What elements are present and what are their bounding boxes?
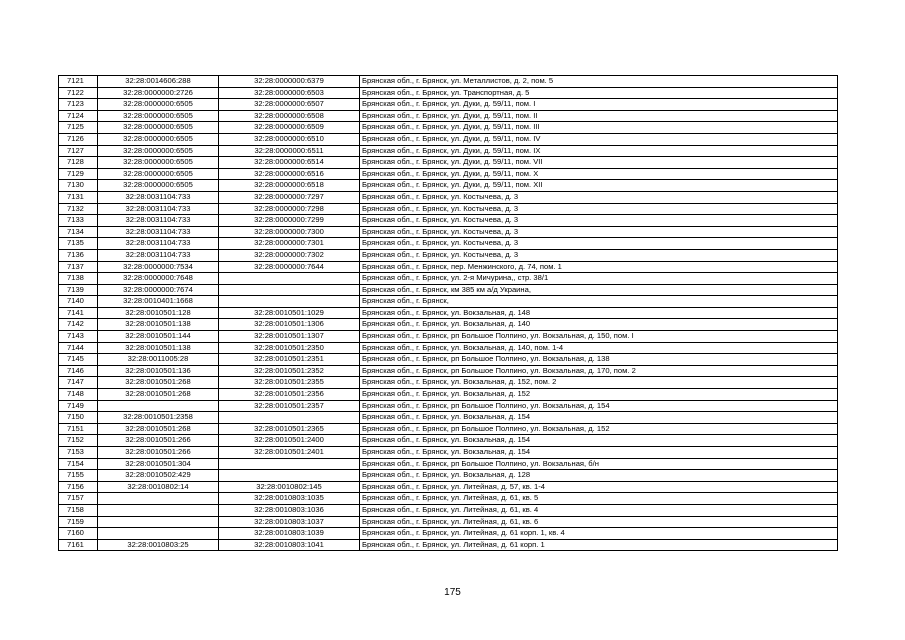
cadastral-number-cell: 32:28:0010803:1035 [219, 493, 360, 505]
cadastral-number-cell: 32:28:0000000:6510 [219, 133, 360, 145]
cadastral-number-cell: 32:28:0000000:6507 [219, 99, 360, 111]
row-number-cell: 7156 [59, 481, 98, 493]
row-number-cell: 7123 [59, 99, 98, 111]
cadastral-number-cell: 32:28:0010803:1039 [219, 528, 360, 540]
parent-cadastral-number-cell: 32:28:0010502:429 [98, 470, 219, 482]
cadastral-number-cell: 32:28:0000000:6508 [219, 110, 360, 122]
row-number-cell: 7134 [59, 226, 98, 238]
row-number-cell: 7146 [59, 365, 98, 377]
address-cell: Брянская обл., г. Брянск, ул. Дуки, д. 59/11, пом. XII [360, 180, 838, 192]
cadastral-number-cell: 32:28:0010501:2401 [219, 447, 360, 459]
cadastral-number-cell [219, 412, 360, 424]
address-cell: Брянская обл., г. Брянск, ул. Транспортная, д. 5 [360, 87, 838, 99]
cadastral-number-cell: 32:28:0010501:2365 [219, 423, 360, 435]
cadastral-number-cell: 32:28:0010803:1036 [219, 504, 360, 516]
parent-cadastral-number-cell: 32:28:0010501:144 [98, 331, 219, 343]
cadastral-number-cell: 32:28:0010803:1041 [219, 539, 360, 551]
address-cell: Брянская обл., г. Брянск, ул. Вокзальная, д. 140 [360, 319, 838, 331]
cadastral-number-cell: 32:28:0010501:1307 [219, 331, 360, 343]
row-number-cell: 7138 [59, 273, 98, 285]
address-cell: Брянская обл., г. Брянск, ул. Вокзальная, д. 152, пом. 2 [360, 377, 838, 389]
cadastral-number-cell: 32:28:0010501:2350 [219, 342, 360, 354]
parent-cadastral-number-cell: 32:28:0010803:25 [98, 539, 219, 551]
cadastral-number-cell: 32:28:0010501:2351 [219, 354, 360, 366]
row-number-cell: 7135 [59, 238, 98, 250]
row-number-cell: 7154 [59, 458, 98, 470]
parent-cadastral-number-cell [98, 528, 219, 540]
cadastral-number-cell: 32:28:0010501:2356 [219, 389, 360, 401]
parent-cadastral-number-cell: 32:28:0010401:1668 [98, 296, 219, 308]
cadastral-table [58, 75, 838, 551]
cadastral-number-cell: 32:28:0000000:6509 [219, 122, 360, 134]
row-number-cell: 7158 [59, 504, 98, 516]
cadastral-number-cell [219, 273, 360, 285]
table-row [59, 470, 838, 482]
table-row [59, 389, 838, 401]
table-row [59, 191, 838, 203]
address-cell: Брянская обл., г. Брянск, ул. Вокзальная, д. 154 [360, 447, 838, 459]
parent-cadastral-number-cell [98, 504, 219, 516]
cadastral-number-cell: 32:28:0000000:6518 [219, 180, 360, 192]
cadastral-number-cell: 32:28:0000000:6503 [219, 87, 360, 99]
parent-cadastral-number-cell: 32:28:0000000:6505 [98, 133, 219, 145]
address-cell: Брянская обл., г. Брянск, ул. Вокзальная, д. 152 [360, 389, 838, 401]
cadastral-number-cell: 32:28:0010501:2400 [219, 435, 360, 447]
address-cell: Брянская обл., г. Брянск, ул. Литейная, д. 61 корп. 1, кв. 4 [360, 528, 838, 540]
parent-cadastral-number-cell: 32:28:0000000:2726 [98, 87, 219, 99]
row-number-cell: 7152 [59, 435, 98, 447]
parent-cadastral-number-cell: 32:28:0010501:128 [98, 307, 219, 319]
parent-cadastral-number-cell: 32:28:0014606:288 [98, 76, 219, 88]
row-number-cell: 7145 [59, 354, 98, 366]
address-cell: Брянская обл., г. Брянск, ул. Литейная, д. 61, кв. 4 [360, 504, 838, 516]
parent-cadastral-number-cell: 32:28:0010501:136 [98, 365, 219, 377]
address-cell: Брянская обл., г. Брянск, [360, 296, 838, 308]
parent-cadastral-number-cell: 32:28:0000000:7648 [98, 273, 219, 285]
address-cell: Брянская обл., г. Брянск, ул. Металлистов, д. 2, пом. 5 [360, 76, 838, 88]
row-number-cell: 7155 [59, 470, 98, 482]
table-row [59, 400, 838, 412]
row-number-cell: 7136 [59, 249, 98, 261]
parent-cadastral-number-cell: 32:28:0031104:733 [98, 226, 219, 238]
table-row [59, 342, 838, 354]
parent-cadastral-number-cell: 32:28:0000000:7674 [98, 284, 219, 296]
row-number-cell: 7161 [59, 539, 98, 551]
parent-cadastral-number-cell [98, 400, 219, 412]
table-row [59, 331, 838, 343]
address-cell: Брянская обл., г. Брянск, ул. Дуки, д. 59/11, пом. III [360, 122, 838, 134]
table-row [59, 238, 838, 250]
cadastral-number-cell: 32:28:0000000:6379 [219, 76, 360, 88]
table-row [59, 249, 838, 261]
table-row [59, 365, 838, 377]
cadastral-number-cell: 32:28:0000000:6516 [219, 168, 360, 180]
address-cell: Брянская обл., г. Брянск, рп Большое Полпино, ул. Вокзальная, д. 170, пом. 2 [360, 365, 838, 377]
row-number-cell: 7144 [59, 342, 98, 354]
row-number-cell: 7131 [59, 191, 98, 203]
cadastral-number-cell: 32:28:0000000:6511 [219, 145, 360, 157]
parent-cadastral-number-cell: 32:28:0031104:733 [98, 238, 219, 250]
table-row [59, 458, 838, 470]
cadastral-number-cell [219, 458, 360, 470]
parent-cadastral-number-cell: 32:28:0010501:138 [98, 319, 219, 331]
address-cell: Брянская обл., г. Брянск, рп Большое Полпино, ул. Вокзальная, д. 152 [360, 423, 838, 435]
address-cell: Брянская обл., г. Брянск, ул. Литейная, д. 61, кв. 5 [360, 493, 838, 505]
address-cell: Брянская обл., г. Брянск, ул. 2-я Мичурина,, стр. 38/1 [360, 273, 838, 285]
table-row [59, 539, 838, 551]
cadastral-number-cell: 32:28:0010501:2352 [219, 365, 360, 377]
parent-cadastral-number-cell: 32:28:0000000:6505 [98, 110, 219, 122]
cadastral-number-cell: 32:28:0000000:7300 [219, 226, 360, 238]
table-row [59, 481, 838, 493]
row-number-cell: 7143 [59, 331, 98, 343]
cadastral-number-cell: 32:28:0010802:145 [219, 481, 360, 493]
row-number-cell: 7126 [59, 133, 98, 145]
cadastral-number-cell: 32:28:0000000:7644 [219, 261, 360, 273]
address-cell: Брянская обл., г. Брянск, ул. Костычева, д. 3 [360, 238, 838, 250]
address-cell: Брянская обл., г. Брянск, рп Большое Полпино, ул. Вокзальная, д. 154 [360, 400, 838, 412]
cadastral-number-cell: 32:28:0010501:1306 [219, 319, 360, 331]
cadastral-number-cell: 32:28:0000000:7298 [219, 203, 360, 215]
cadastral-number-cell [219, 470, 360, 482]
row-number-cell: 7128 [59, 157, 98, 169]
row-number-cell: 7147 [59, 377, 98, 389]
cadastral-number-cell: 32:28:0000000:7301 [219, 238, 360, 250]
row-number-cell: 7122 [59, 87, 98, 99]
row-number-cell: 7141 [59, 307, 98, 319]
address-cell: Брянская обл., г. Брянск, ул. Дуки, д. 59/11, пом. X [360, 168, 838, 180]
table-row [59, 307, 838, 319]
row-number-cell: 7129 [59, 168, 98, 180]
parent-cadastral-number-cell: 32:28:0010501:266 [98, 435, 219, 447]
address-cell: Брянская обл., г. Брянск, ул. Вокзальная, д. 154 [360, 412, 838, 424]
table-row [59, 296, 838, 308]
address-cell: Брянская обл., г. Брянск, ул. Костычева, д. 3 [360, 249, 838, 261]
parent-cadastral-number-cell: 32:28:0031104:733 [98, 203, 219, 215]
table-row [59, 168, 838, 180]
cadastral-number-cell [219, 296, 360, 308]
address-cell: Брянская обл., г. Брянск, рп Большое Полпино, ул. Вокзальная, б/н [360, 458, 838, 470]
parent-cadastral-number-cell: 32:28:0010501:2358 [98, 412, 219, 424]
table-row [59, 319, 838, 331]
row-number-cell: 7148 [59, 389, 98, 401]
row-number-cell: 7142 [59, 319, 98, 331]
row-number-cell: 7137 [59, 261, 98, 273]
parent-cadastral-number-cell: 32:28:0010501:268 [98, 389, 219, 401]
table-row [59, 133, 838, 145]
row-number-cell: 7139 [59, 284, 98, 296]
table-row [59, 76, 838, 88]
parent-cadastral-number-cell: 32:28:0000000:6505 [98, 99, 219, 111]
address-cell: Брянская обл., г. Брянск, ул. Вокзальная, д. 154 [360, 435, 838, 447]
row-number-cell: 7160 [59, 528, 98, 540]
parent-cadastral-number-cell: 32:28:0010501:138 [98, 342, 219, 354]
address-cell: Брянская обл., г. Брянск, ул. Вокзальная, д. 128 [360, 470, 838, 482]
table-row [59, 180, 838, 192]
parent-cadastral-number-cell: 32:28:0010802:14 [98, 481, 219, 493]
row-number-cell: 7140 [59, 296, 98, 308]
cadastral-number-cell: 32:28:0010803:1037 [219, 516, 360, 528]
cadastral-number-cell: 32:28:0000000:7299 [219, 215, 360, 227]
table-row [59, 87, 838, 99]
row-number-cell: 7133 [59, 215, 98, 227]
cadastral-number-cell: 32:28:0010501:1029 [219, 307, 360, 319]
parent-cadastral-number-cell: 32:28:0031104:733 [98, 249, 219, 261]
cadastral-number-cell: 32:28:0000000:7297 [219, 191, 360, 203]
address-cell: Брянская обл., г. Брянск, ул. Литейная, д. 61 корп. 1 [360, 539, 838, 551]
address-cell: Брянская обл., г. Брянск, ул. Дуки, д. 59/11, пом. II [360, 110, 838, 122]
parent-cadastral-number-cell: 32:28:0000000:6505 [98, 145, 219, 157]
row-number-cell: 7150 [59, 412, 98, 424]
address-cell: Брянская обл., г. Брянск, ул. Костычева, д. 3 [360, 203, 838, 215]
parent-cadastral-number-cell [98, 493, 219, 505]
table-row [59, 157, 838, 169]
parent-cadastral-number-cell: 32:28:0010501:304 [98, 458, 219, 470]
parent-cadastral-number-cell: 32:28:0010501:268 [98, 377, 219, 389]
parent-cadastral-number-cell: 32:28:0000000:6505 [98, 168, 219, 180]
address-cell: Брянская обл., г. Брянск, ул. Вокзальная, д. 140, пом. 1-4 [360, 342, 838, 354]
table-row [59, 110, 838, 122]
row-number-cell: 7127 [59, 145, 98, 157]
table-row [59, 273, 838, 285]
cadastral-number-cell: 32:28:0000000:6514 [219, 157, 360, 169]
parent-cadastral-number-cell: 32:28:0000000:6505 [98, 122, 219, 134]
parent-cadastral-number-cell: 32:28:0000000:6505 [98, 180, 219, 192]
row-number-cell: 7124 [59, 110, 98, 122]
row-number-cell: 7132 [59, 203, 98, 215]
address-cell: Брянская обл., г. Брянск, км 385 км а/д Украина, [360, 284, 838, 296]
row-number-cell: 7149 [59, 400, 98, 412]
parent-cadastral-number-cell: 32:28:0010501:268 [98, 423, 219, 435]
table-row [59, 377, 838, 389]
row-number-cell: 7153 [59, 447, 98, 459]
address-cell: Брянская обл., г. Брянск, рп Большое Полпино, ул. Вокзальная, д. 150, пом. I [360, 331, 838, 343]
table-row [59, 203, 838, 215]
table-row [59, 447, 838, 459]
table-row [59, 412, 838, 424]
address-cell: Брянская обл., г. Брянск, рп Большое Полпино, ул. Вокзальная, д. 138 [360, 354, 838, 366]
table-row [59, 504, 838, 516]
row-number-cell: 7159 [59, 516, 98, 528]
address-cell: Брянская обл., г. Брянск, ул. Дуки, д. 59/11, пом. IX [360, 145, 838, 157]
row-number-cell: 7157 [59, 493, 98, 505]
cadastral-number-cell: 32:28:0000000:7302 [219, 249, 360, 261]
address-cell: Брянская обл., г. Брянск, ул. Вокзальная, д. 148 [360, 307, 838, 319]
row-number-cell: 7151 [59, 423, 98, 435]
address-cell: Брянская обл., г. Брянск, ул. Дуки, д. 59/11, пом. IV [360, 133, 838, 145]
row-number-cell: 7125 [59, 122, 98, 134]
parent-cadastral-number-cell: 32:28:0011005:28 [98, 354, 219, 366]
cadastral-number-cell [219, 284, 360, 296]
address-cell: Брянская обл., г. Брянск, ул. Костычева, д. 3 [360, 191, 838, 203]
address-cell: Брянская обл., г. Брянск, ул. Костычева, д. 3 [360, 226, 838, 238]
cadastral-number-cell: 32:28:0010501:2355 [219, 377, 360, 389]
address-cell: Брянская обл., г. Брянск, ул. Литейная, д. 61, кв. 6 [360, 516, 838, 528]
parent-cadastral-number-cell: 32:28:0031104:733 [98, 215, 219, 227]
table-row [59, 423, 838, 435]
address-cell: Брянская обл., г. Брянск, ул. Литейная, д. 57, кв. 1-4 [360, 481, 838, 493]
address-cell: Брянская обл., г. Брянск, пер. Менжинского, д. 74, пом. 1 [360, 261, 838, 273]
table-row [59, 145, 838, 157]
table-row [59, 261, 838, 273]
row-number-cell: 7121 [59, 76, 98, 88]
parent-cadastral-number-cell [98, 516, 219, 528]
parent-cadastral-number-cell: 32:28:0031104:733 [98, 191, 219, 203]
table-row [59, 226, 838, 238]
parent-cadastral-number-cell: 32:28:0010501:266 [98, 447, 219, 459]
row-number-cell: 7130 [59, 180, 98, 192]
table-row [59, 516, 838, 528]
page-number: 175 [444, 587, 461, 598]
table-row [59, 435, 838, 447]
table-row [59, 528, 838, 540]
table-body [59, 76, 838, 551]
table-row [59, 354, 838, 366]
address-cell: Брянская обл., г. Брянск, ул. Костычева, д. 3 [360, 215, 838, 227]
address-cell: Брянская обл., г. Брянск, ул. Дуки, д. 59/11, пом. I [360, 99, 838, 111]
parent-cadastral-number-cell: 32:28:0000000:6505 [98, 157, 219, 169]
table-row [59, 215, 838, 227]
table-row [59, 122, 838, 134]
table-row [59, 493, 838, 505]
cadastral-number-cell: 32:28:0010501:2357 [219, 400, 360, 412]
table-row [59, 99, 838, 111]
parent-cadastral-number-cell: 32:28:0000000:7534 [98, 261, 219, 273]
address-cell: Брянская обл., г. Брянск, ул. Дуки, д. 59/11, пом. VII [360, 157, 838, 169]
table-row [59, 284, 838, 296]
